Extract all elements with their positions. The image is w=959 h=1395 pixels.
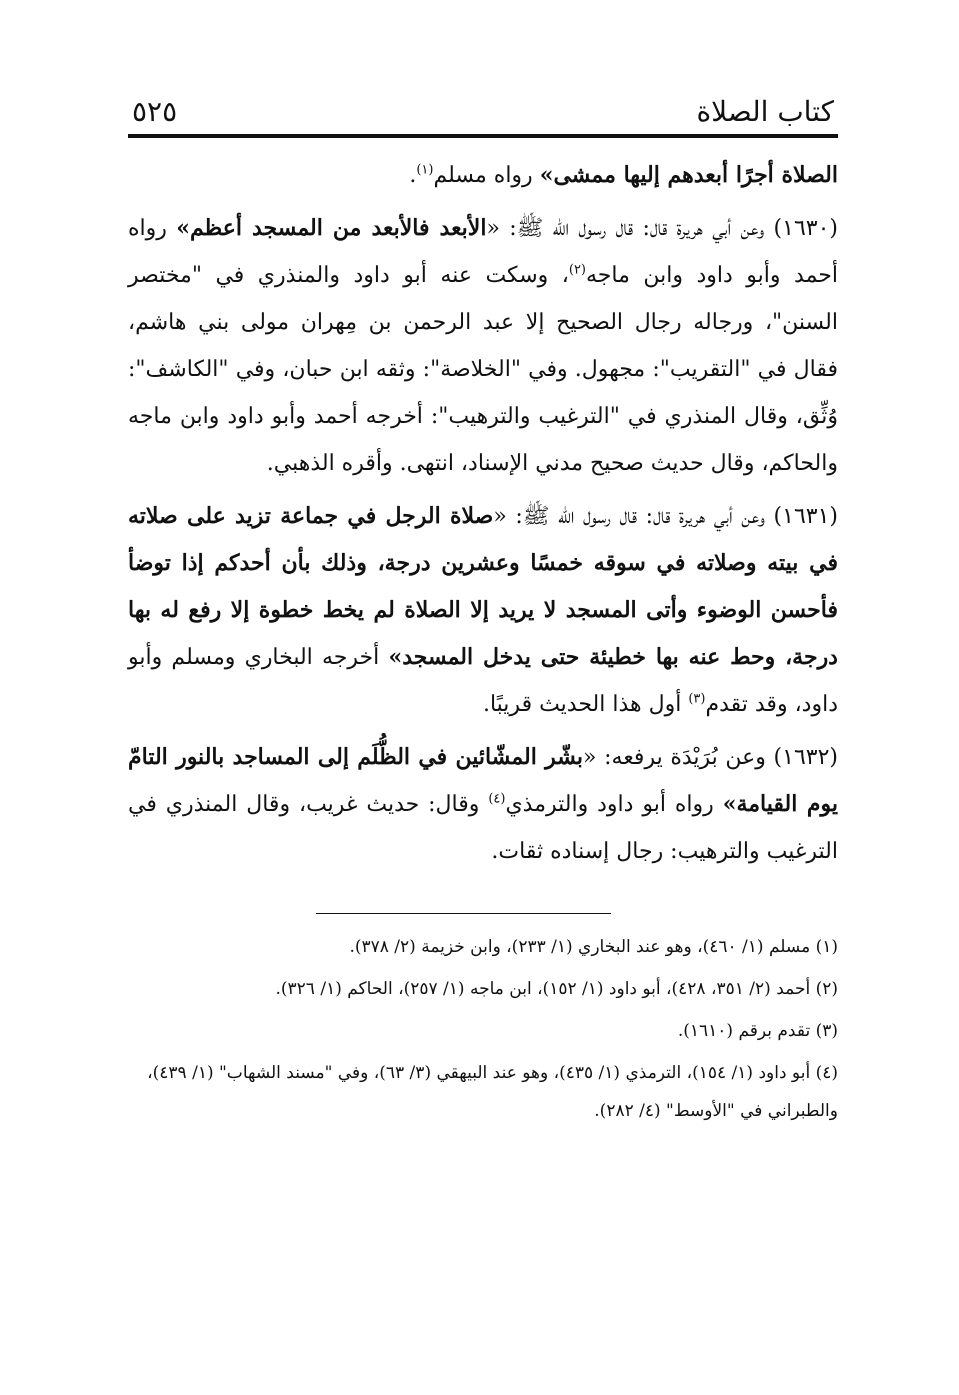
- paragraph-tail: وقال: حديث غريب، وقال المنذري في الترغيب والترهيب: رجال إسناده ثقات.: [128, 792, 838, 864]
- paragraph-lead: (١٦٣٢) وعن بُرَيْدَة يرفعه: «: [583, 745, 838, 770]
- book-page: [128, 80, 838, 1134]
- footnote-ref[interactable]: (١): [416, 162, 434, 178]
- running-title: كتاب الصلاة: [696, 95, 834, 128]
- page-header: [128, 80, 838, 132]
- source-text: أخرجه البخاري ومسلم وأبو داود، وقد تقدم: [128, 645, 838, 717]
- paragraph-continuation: [128, 152, 838, 199]
- footnote-ref[interactable]: (٤): [488, 791, 506, 807]
- footnote-ref[interactable]: (٣): [688, 691, 706, 707]
- main-text: [128, 152, 838, 875]
- footnote-4: (٤) أبو داود (١/ ١٥٤)، الترمذي (١/ ٤٣٥)، وهو عند البيهقي (٣/ ٦٣)، وفي "مسند الشهاب" (١/ ٤٣٩)، والطبراني في "الأوسط" (٤/ ٢٨٢).: [147, 1063, 838, 1121]
- hadith-text: الأبعد فالأبعد من المسجد أعظم»: [176, 215, 487, 241]
- footnote-ref[interactable]: (٢): [568, 262, 586, 278]
- footnotes: [128, 928, 838, 1130]
- paragraph-tail: .: [409, 163, 417, 188]
- footnote-1: (١) مسلم (١/ ٤٦٠)، وهو عند البخاري (١/ ٢٣٣)، وابن خزيمة (٢/ ٣٧٨).: [349, 937, 838, 957]
- footnote-separator: [316, 913, 611, 914]
- paragraph-lead: (١٦٣٠) وعن أبي هريرة قال: قال رسول الله ﷺ: «: [486, 216, 838, 241]
- paragraph-1630: [128, 205, 838, 487]
- header-rule: [128, 134, 838, 138]
- footnote-2: (٢) أحمد (٢/ ٣٥١، ٤٢٨)، أبو داود (١/ ١٥٢)، ابن ماجه (١/ ٢٥٧)، الحاكم (١/ ٣٢٦).: [275, 979, 838, 999]
- paragraph-lead: (١٦٣١) وعن أبي هريرة قال: قال رسول الله ﷺ: «: [493, 504, 838, 529]
- source-text: رواه مسلم: [433, 163, 540, 188]
- page-number: ٥٢٥: [132, 95, 178, 128]
- source-text: رواه أبو داود والترمذي: [505, 792, 723, 817]
- paragraph-1632: [128, 734, 838, 875]
- paragraph-tail: أول هذا الحديث قريبًا.: [482, 692, 689, 717]
- source-text: رواه أحمد وأبو داود وابن ماجه: [128, 216, 838, 288]
- hadith-text: صلاة الرجل في جماعة تزيد على صلاته في بيته وصلاته في سوقه خمسًا وعشرين درجة، وذلك بأن أحدكم إذا توضأ فأحسن الوضوء وأتى المسجد لا يريد إلا الصلاة لم يخط خطوة إلا رفع له بها درجة، وحط عنه بها خطيئة حتى يدخل المسجد»: [128, 503, 838, 670]
- paragraph-tail: ، وسكت عنه أبو داود والمنذري في "مختصر السنن"، ورجاله رجال الصحيح إلا عبد الرحمن بن مِهران مولى بني هاشم، فقال في "التقريب": مجهول. وفي "الخلاصة": وثقه ابن حبان، وفي "الكاشف": وُثِّق، وقال المنذري في "الترغيب والترهيب": أخرجه أحمد وأبو داود وابن ماجه والحاكم، وقال حديث صحيح مدني الإسناد، انتهى. وأقره الذهبي.: [128, 263, 838, 476]
- footnote-3: (٣) تقدم برقم (١٦١٠).: [677, 1021, 838, 1041]
- hadith-text: الصلاة أجرًا أبعدهم إليها ممشى»: [539, 162, 838, 188]
- hadith-text: بشّر المشّائين في الظُّلَم إلى المساجد بالنور التامّ يوم القيامة»: [128, 744, 839, 817]
- paragraph-1631: [128, 493, 838, 728]
